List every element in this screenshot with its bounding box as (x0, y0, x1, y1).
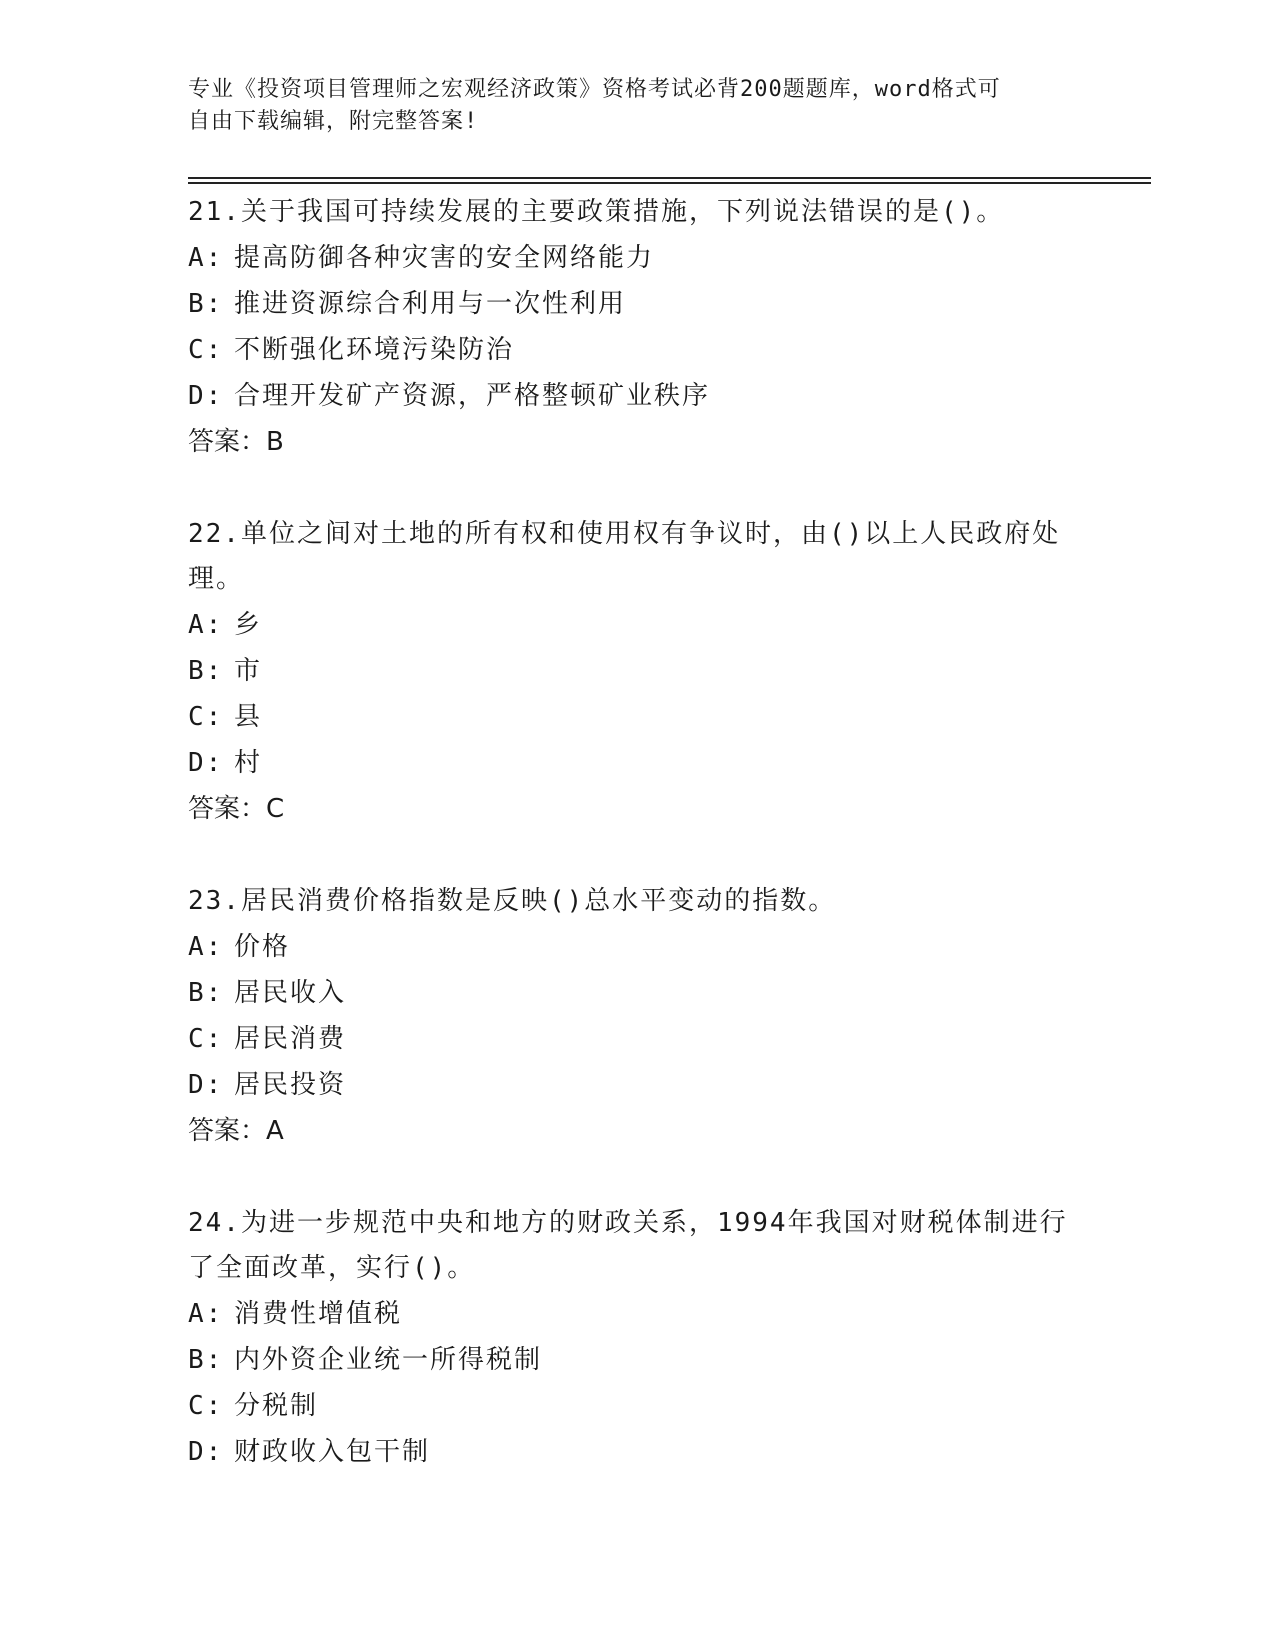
header-line-2: 自由下载编辑，附完整答案! (188, 109, 479, 134)
option-label: C: (188, 1391, 224, 1421)
option-b (188, 648, 1088, 694)
option-text: 居民收入 (234, 978, 347, 1008)
option-label: B: (188, 289, 224, 319)
option-label: A: (188, 243, 224, 273)
option-label: C: (188, 702, 224, 732)
option-d (188, 740, 1088, 786)
option-label: C: (188, 1024, 224, 1054)
option-c (188, 1383, 1088, 1429)
option-a (188, 924, 1088, 970)
option-a (188, 235, 1088, 281)
option-b (188, 1337, 1088, 1383)
option-label: C: (188, 335, 224, 365)
option-label: D: (188, 748, 224, 778)
option-text: 不断强化环境污染防治 (234, 335, 515, 365)
option-label: B: (188, 978, 224, 1008)
option-c (188, 1016, 1088, 1062)
question-stem: 22.单位之间对土地的所有权和使用权有争议时，由()以上人民政府处理。 (188, 519, 1061, 594)
option-label: D: (188, 1437, 224, 1467)
option-label: A: (188, 1299, 224, 1329)
option-d (188, 1062, 1088, 1108)
header-divider-top (188, 177, 1151, 179)
option-text: 财政收入包干制 (234, 1437, 431, 1467)
question-stem: 21.关于我国可持续发展的主要政策措施，下列说法错误的是()。 (188, 197, 1005, 227)
option-label: A: (188, 610, 224, 640)
question-list (188, 190, 1088, 1522)
question-21 (188, 190, 1088, 465)
option-text: 乡 (234, 610, 263, 640)
option-text: 居民消费 (234, 1024, 347, 1054)
option-text: 居民投资 (234, 1070, 347, 1100)
option-text: 村 (234, 748, 263, 778)
option-label: D: (188, 1070, 224, 1100)
header-divider-bottom (188, 182, 1151, 184)
question-23 (188, 879, 1088, 1154)
document-header (188, 74, 1088, 138)
option-text: 县 (234, 702, 263, 732)
question-24 (188, 1201, 1088, 1475)
option-text: 合理开发矿产资源，严格整顿矿业秩序 (234, 381, 711, 411)
option-text: 消费性增值税 (234, 1299, 403, 1329)
header-line-1: 专业《投资项目管理师之宏观经济政策》资格考试必背200题题库，word格式可 (188, 77, 1001, 102)
option-text: 提高防御各种灾害的安全网络能力 (234, 243, 655, 273)
option-text: 分税制 (234, 1391, 319, 1421)
option-c (188, 694, 1088, 740)
option-a (188, 602, 1088, 648)
question-stem: 24.为进一步规范中央和地方的财政关系，1994年我国对财税体制进行了全面改革，实行()。 (188, 1208, 1068, 1283)
option-text: 推进资源综合利用与一次性利用 (234, 289, 627, 319)
question-stem: 23.居民消费价格指数是反映()总水平变动的指数。 (188, 886, 837, 916)
answer-line: 答案：A (188, 1116, 284, 1146)
option-b (188, 281, 1088, 327)
option-label: D: (188, 381, 224, 411)
option-text: 市 (234, 656, 263, 686)
question-22 (188, 512, 1088, 832)
option-d (188, 1429, 1088, 1475)
option-c (188, 327, 1088, 373)
option-b (188, 970, 1088, 1016)
option-d (188, 373, 1088, 419)
option-a (188, 1291, 1088, 1337)
option-text: 内外资企业统一所得税制 (234, 1345, 543, 1375)
option-label: B: (188, 1345, 224, 1375)
option-text: 价格 (234, 932, 291, 962)
option-label: B: (188, 656, 224, 686)
answer-line: 答案：C (188, 794, 285, 824)
answer-line: 答案：B (188, 427, 284, 457)
option-label: A: (188, 932, 224, 962)
